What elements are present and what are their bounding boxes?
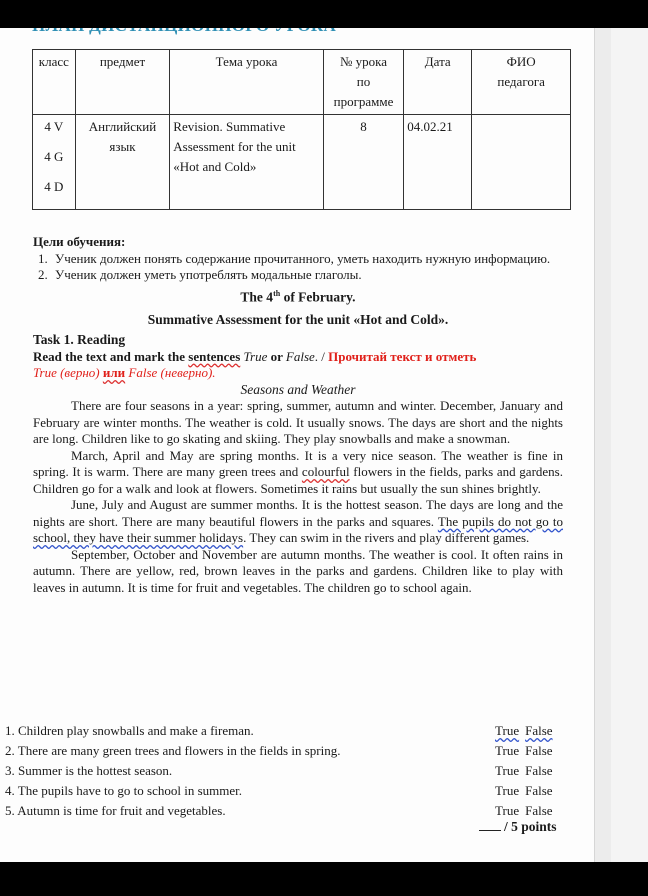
question-options: [495, 741, 565, 761]
paragraph-summer: [33, 497, 563, 547]
option-false[interactable]: False: [525, 723, 553, 738]
date-suffix: of February.: [280, 289, 356, 304]
class-value: 4 V: [44, 119, 64, 134]
option-true[interactable]: True: [495, 743, 520, 758]
date-prefix: The 4: [240, 289, 274, 304]
cell-subject: Английский язык: [75, 115, 170, 210]
header-topic: Тема урока: [170, 50, 324, 115]
header-line: педагога: [497, 74, 545, 89]
header-date: Дата: [404, 50, 472, 115]
assessment-title: Summative Assessment for the unit «Hot and Cold».: [147, 311, 449, 327]
instruction-false: False: [285, 348, 315, 364]
goals-title: Цели обучения:: [33, 234, 126, 249]
cell-date: 04.02.21: [404, 115, 472, 210]
paragraph-text: June, July and August are summer months. It is the hottest season. The days are long and the nights are short. There are many beautiful flowers in the parks and squares.: [33, 497, 563, 529]
document-content: [33, 234, 563, 596]
paragraph-text: flowers in the fields, parks and gardens. Children go for a walk and look at flowers. Sometimes it rains but usually the sun shines brightly.: [33, 464, 563, 496]
question-item: [5, 761, 565, 781]
task-instruction: [33, 349, 563, 382]
option-true[interactable]: True: [495, 763, 520, 778]
header-teacher: [472, 50, 571, 115]
instruction-russian-or: или: [102, 365, 126, 380]
viewer-background: [611, 28, 648, 862]
header-class: класс: [33, 50, 76, 115]
questions-list: [5, 721, 565, 821]
cell-topic: Revision. Summative Assessment for the unit «Hot and Cold»: [170, 115, 324, 210]
cell-lesson-number: 8: [323, 115, 403, 210]
instruction-separator: . /: [314, 348, 329, 364]
question-options: [495, 801, 565, 821]
spellcheck-word: colourful: [301, 464, 350, 479]
question-text: 4. The pupils have to go to school in summer.: [5, 783, 242, 798]
instruction-true: True: [243, 348, 268, 364]
option-true[interactable]: True: [495, 803, 520, 818]
header-line: ФИО: [506, 54, 536, 69]
instruction-russian: Прочитай текст и отметь: [328, 348, 477, 364]
vertical-scrollbar[interactable]: [594, 28, 612, 862]
table-row: [33, 115, 571, 210]
cell-classes: [33, 115, 76, 210]
header-line: № урока: [339, 54, 388, 69]
class-value: 4 D: [44, 179, 64, 194]
lesson-plan-table: [32, 49, 571, 210]
option-false[interactable]: False: [525, 783, 553, 798]
header-lesson-number: [323, 50, 403, 115]
cell-teacher: [472, 115, 571, 210]
points-label: / 5 points: [504, 819, 557, 834]
table-header-row: [33, 50, 571, 115]
goal-item: 2. Ученик должен уметь употреблять модальные глаголы.: [51, 267, 563, 284]
question-item: [5, 801, 565, 821]
question-text: 3. Summer is the hottest season.: [5, 763, 173, 778]
task-title: Task 1. Reading: [33, 332, 126, 347]
header-line: программе: [333, 94, 394, 109]
question-item: [5, 741, 565, 761]
question-item: [5, 781, 565, 801]
top-black-band: [0, 0, 648, 28]
question-options: [495, 781, 565, 801]
question-item: [5, 721, 565, 741]
score-blank[interactable]: [479, 830, 501, 831]
instruction-russian-true: True (верно): [33, 365, 103, 380]
goal-item: 1. Ученик должен понять содержание прочитанного, уметь находить нужную информацию.: [51, 251, 563, 268]
grammar-check-phrase: The pupils do not go to school, they have their summer holidays: [33, 513, 563, 545]
paragraph-text: March, April and May are spring months. It is a very nice season. The weather is fine in spring. It is warm. There are many green trees and: [33, 447, 563, 479]
points-score: [479, 819, 557, 835]
option-true[interactable]: True: [495, 783, 520, 798]
story-title: Seasons and Weather: [240, 381, 356, 397]
class-value: 4 G: [44, 149, 64, 164]
paragraph-winter: There are four seasons in a year: spring, summer, autumn and winter. December, January and February are winter months. The weather is cold. It usually snows. The days are short and the nights are long. Children like to go skating and skiing. They play snowballs and make a snowman.: [33, 398, 563, 446]
instruction-or: or: [267, 348, 286, 364]
goals-list: [33, 251, 563, 284]
date-line: [33, 286, 563, 306]
option-true[interactable]: True: [495, 723, 520, 738]
instruction-text: Read the text and mark the: [33, 348, 189, 364]
question-text: 5. Autumn is time for fruit and vegetables.: [5, 803, 226, 818]
header-subject: предмет: [75, 50, 170, 115]
paragraph-autumn: September, October and November are autumn months. The weather is cool. It often rains in autumn. There are yellow, red, brown leaves in the parks and gardens. Children like to play with leaves in autumn. It is time for fruit and vegetables. The children go to school again.: [33, 546, 563, 595]
option-false[interactable]: False: [525, 743, 553, 758]
bottom-black-band: [0, 862, 648, 896]
date-ordinal: th: [273, 288, 281, 298]
question-options: [495, 721, 565, 741]
option-false[interactable]: False: [525, 803, 553, 818]
question-options: [495, 761, 565, 781]
option-false[interactable]: False: [525, 763, 553, 778]
instruction-russian-false: False (неверно).: [125, 365, 216, 380]
header-line: по: [356, 74, 371, 89]
question-text: 1. Children play snowballs and make a fireman.: [5, 723, 254, 738]
question-text: 2. There are many green trees and flowers in the fields in spring.: [5, 743, 341, 758]
spellcheck-word: sentences: [188, 348, 241, 364]
paragraph-spring: [33, 448, 563, 498]
paragraph-text: . They can swim in the rivers and play different games.: [243, 530, 530, 545]
